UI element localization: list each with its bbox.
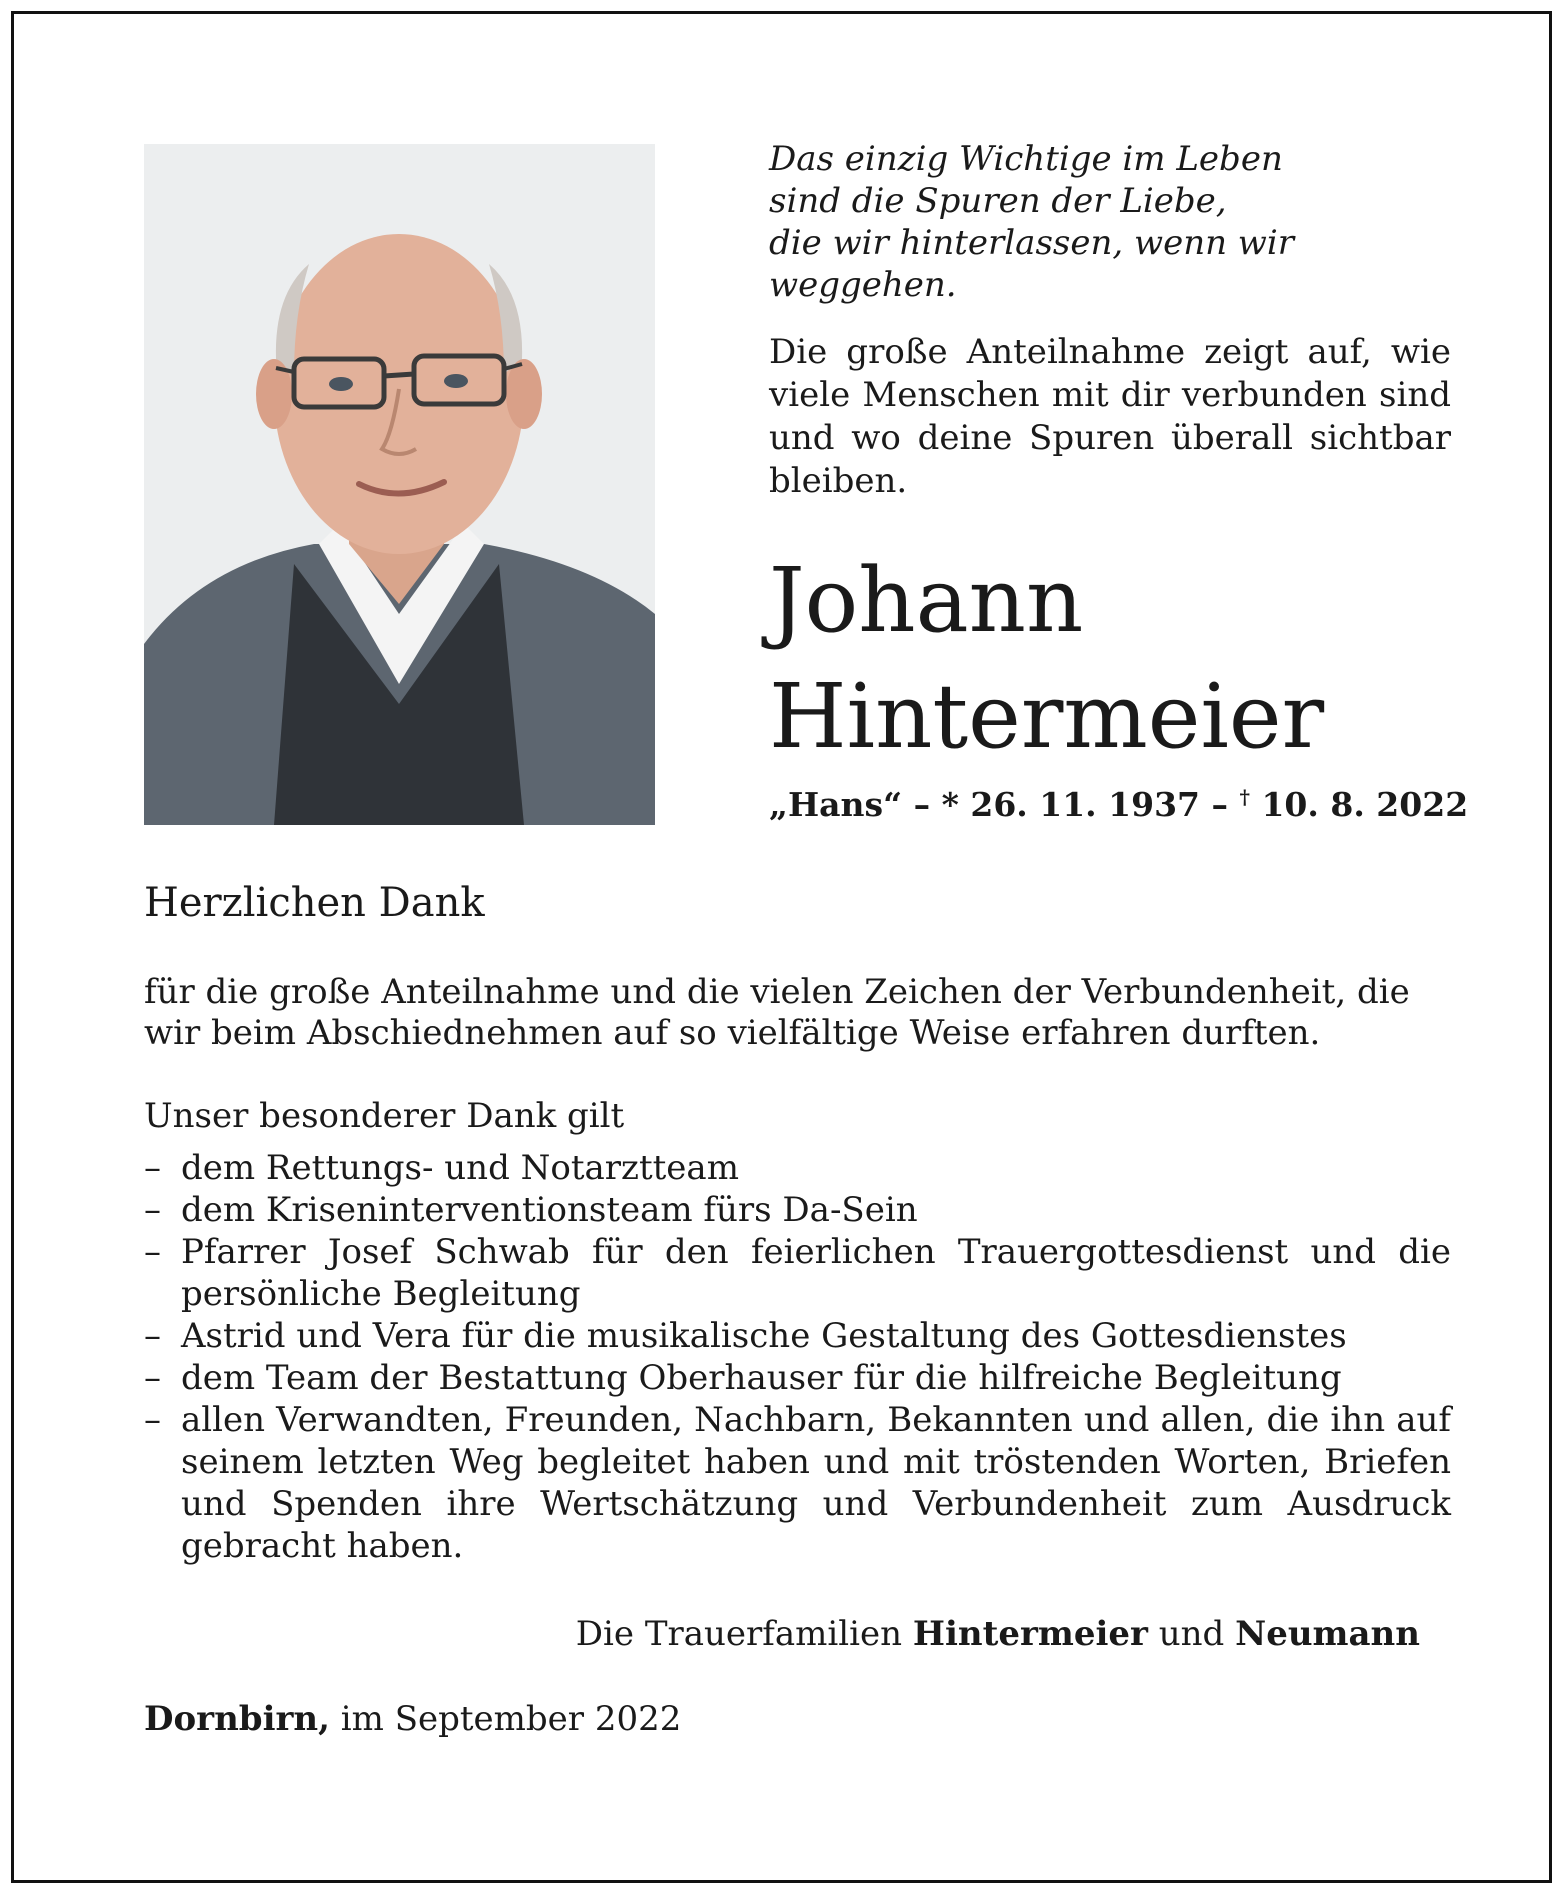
died-symbol: † [1239, 785, 1250, 809]
family-name-1: Hintermeier [912, 1614, 1148, 1654]
list-item-text: dem Rettungs- und Notarztteam [181, 1148, 739, 1188]
signature-prefix: Die Trauerfamilien [575, 1614, 903, 1654]
list-item [144, 1147, 1451, 1189]
thanks-text: für die große Anteilnahme und die vielen Zeichen der Verbundenheit, die wir beim Abschiednehmen auf so vielfältige Weise erfahren durften. [144, 972, 1410, 1053]
quote [769, 138, 1469, 306]
death-date: 10. 8. 2022 [1261, 785, 1469, 824]
thanks-list [144, 1147, 1451, 1567]
list-item-text: Pfarrer Josef Schwab für den feierlichen Trauergottesdienst und die persönliche Begleitung [181, 1232, 1451, 1314]
list-item [144, 1315, 1451, 1357]
list-item [144, 1399, 1451, 1567]
place: Dornbirn, [144, 1699, 330, 1739]
birth-date: 26. 11. 1937 [970, 785, 1201, 824]
date: im September 2022 [340, 1699, 682, 1739]
dash: – [144, 1358, 161, 1398]
first-name: Johann [769, 548, 1084, 652]
special-thanks-intro: Unser besonderer Dank gilt [144, 1096, 625, 1136]
dash: – [144, 1400, 161, 1440]
signature [576, 1614, 1420, 1654]
portrait-photo [144, 144, 655, 825]
dash: – [144, 1190, 161, 1230]
last-name: Hintermeier [769, 664, 1325, 768]
dash: – [144, 1316, 161, 1356]
list-item [144, 1357, 1451, 1399]
obituary-frame [11, 11, 1552, 1883]
signature-joiner: und [1158, 1614, 1225, 1654]
born-symbol: * [941, 785, 959, 824]
list-item-text: dem Kriseninterventionsteam fürs Da-Sein [181, 1190, 918, 1230]
list-item-text: Astrid und Vera für die musikalische Gestaltung des Gottesdienstes [181, 1316, 1347, 1356]
portrait-illustration [144, 144, 655, 825]
list-item [144, 1231, 1451, 1315]
list-item-text: allen Verwandten, Freunden, Nachbarn, Bekannten und allen, die ihn auf seinem letzten Weg begleitet haben und mit tröstenden Worten, Briefen und Spenden ihre Wertschätzung und Verbundenheit zum Ausdruck gebracht haben. [181, 1400, 1451, 1566]
nickname: „Hans“ [769, 785, 903, 824]
family-name-2: Neumann [1235, 1614, 1420, 1654]
list-item [144, 1189, 1451, 1231]
quote-line: Das einzig Wichtige im Leben [769, 139, 1283, 179]
place-date [144, 1699, 681, 1739]
deceased-name [769, 542, 1529, 774]
life-dates: „Hans“ – * 26. 11. 1937 – † 10. 8. 2022 [769, 785, 1469, 824]
list-item-text: dem Team der Bestattung Oberhauser für die hilfreiche Begleitung [181, 1358, 1342, 1398]
intro-text: Die große Anteilnahme zeigt auf, wie viele Menschen mit dir verbunden sind und wo deine Spuren überall sichtbar bleiben. [769, 332, 1451, 501]
thanks-heading: Herzlichen Dank [144, 880, 485, 926]
quote-line: sind die Spuren der Liebe, [769, 181, 1227, 221]
dash: – [144, 1148, 161, 1188]
quote-line: die wir hinterlassen, wenn wir weggehen. [769, 223, 1295, 305]
dash: – [144, 1232, 161, 1272]
